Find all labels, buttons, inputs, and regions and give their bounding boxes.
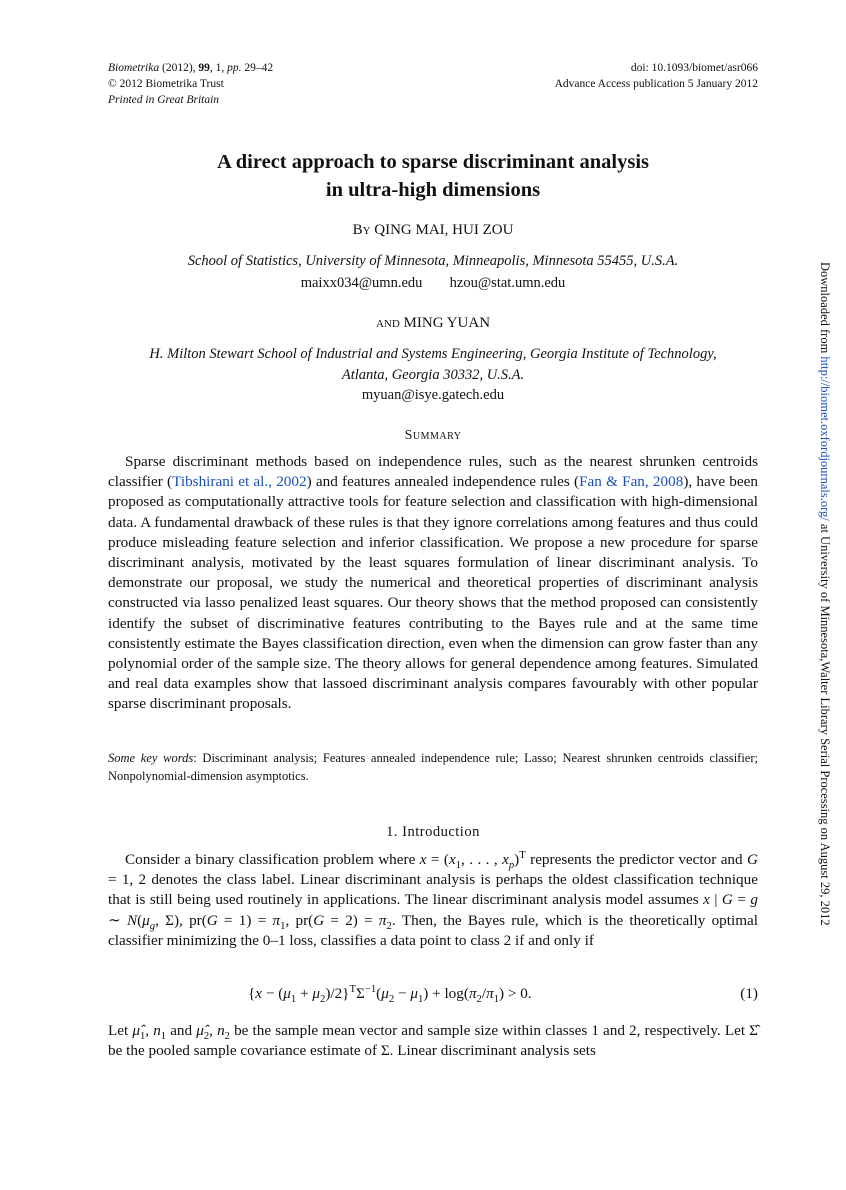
intro-text-2a: Let — [108, 1022, 133, 1039]
sidebar-url-link[interactable]: http://biomet.oxfordjournals.org/ — [818, 356, 832, 521]
citation-link-fan[interactable]: Fan & Fan, 2008 — [579, 473, 684, 491]
affiliation-2 — [108, 344, 758, 386]
names-1: QING MAI, HUI ZOU — [370, 222, 514, 238]
equation-1-body: $\{x - (\mu_1 + \mu_2)/2\}^T\Sigma^{-1}(\mu_2 - \mu_1) + \log(\pi_2/\pi_1) > 0$. — [248, 983, 532, 1006]
math-xp: x — [502, 851, 509, 868]
copyright-line: © 2012 Biometrika Trust — [108, 78, 224, 90]
affiliation-2-line-2: Atlanta, Georgia 30332, U.S.A. — [341, 367, 525, 383]
email-maixx[interactable]: maixx034@umn.edu — [300, 275, 423, 291]
intro-paragraph-1: Consider a binary classification problem where $x = (x_1$, . . . , $x_p)^T$ represents the predictor vector and G = 1, 2 denotes the class label. Linear discriminant analysis is perhaps the oldest classification technique that is still being used routinely in applications. The linear discriminant analysis model assumes x | G = g ∼ $N(\mu_g$, Σ), $pr(G = 1) = \pi_1$, $pr(G = 2) = \pi_2$. Then, the Bayes rule, which is the theoretically optimal classifier minimizing the 0–1 loss, classifies a data point to class 2 if and only if — [108, 849, 759, 949]
math-x1: x — [448, 851, 456, 868]
intro-text-1c: denotes the class label. Linear discriminant analysis is perhaps the oldest classification technique that is still being used routinely in applications. The linear discriminant analysis model assumes — [108, 871, 758, 909]
journal-name: Biometrika — [108, 62, 160, 74]
and-label: and — [375, 315, 400, 331]
names-2: MING YUAN — [399, 315, 491, 331]
summary-heading: Summary — [404, 428, 462, 443]
citation-line — [108, 60, 273, 76]
key-words — [108, 749, 758, 785]
math-model: x — [703, 891, 710, 909]
math-sigmahat: Σ̂ — [749, 1022, 759, 1039]
affiliation-1: School of Statistics, University of Minnesota, Minneapolis, Minnesota 55455, U.S.A. — [187, 253, 679, 269]
doi-line[interactable]: doi: 10.1093/biomet/asr066 — [630, 62, 758, 74]
equation-1-number: (1) — [740, 985, 758, 1002]
pp-label: pp. — [227, 62, 242, 74]
issue-text: , 1, — [209, 62, 228, 74]
paper-title — [108, 148, 758, 204]
year-text: (2012), — [159, 62, 199, 74]
math-muhat1: μ̂ — [132, 1022, 140, 1039]
affiliation-2-line-1: H. Milton Stewart School of Industrial and Systems Engineering, Georgia Institute of Technology, — [149, 346, 717, 362]
math-g: G — [747, 851, 759, 868]
printed-line: Printed in Great Britain — [108, 94, 220, 106]
sidebar-prefix: Downloaded from — [818, 262, 832, 357]
intro-text-2b: be the sample mean vector and sample size within classes 1 and 2, respectively. Let — [229, 1022, 750, 1039]
intro-text-1d: . Then, the Bayes rule, which is the theoretically optimal classifier minimizing the 0–1 loss, classifies a data point to class 2 if and only if — [108, 911, 758, 949]
citation-link-tibshirani[interactable]: Tibshirani et al., 2002 — [172, 473, 307, 491]
title-line-2: in ultra-high dimensions — [325, 179, 541, 201]
volume-number: 99 — [198, 62, 210, 74]
sidebar-suffix: at University of Minnesota,Walter Library Serial Processing on August 29, 2012 — [818, 520, 832, 926]
summary-text-3: ), have been proposed as computationally attractive tools for feature selection and classification with high-dimensional data. A fundamental drawback of these rules is that they ignore correlations among features and thus could produce misleading feature selection and inferior classification. We propose a new procedure for sparse discriminant analysis, motivated by the least squares formulation of linear discriminant analysis. To demonstrate our proposal, we study the numerical and theoretical properties of discriminant analysis constructed via lasso penalized least squares. Our theory shows that the method proposed can consistently identify the subset of discriminative features contributing to the Bayes rule and at the same time consistently estimate the Bayes classification direction, even when the dimension can grow faster than any polynomial order of the sample size. The theory allows for general dependence among features. Simulated and real data examples show that lassoed discriminant analysis compares favourably with other popular sparse discriminant proposals. — [108, 473, 758, 713]
pages-text: 29–42 — [241, 62, 274, 74]
equation-1 — [108, 985, 758, 1007]
key-words-label: Some key words — [108, 751, 194, 765]
section-heading-introduction: 1. Introduction — [386, 824, 480, 840]
intro-text-1a: Consider a binary classification problem where — [125, 851, 420, 868]
math-x-vector: x — [419, 851, 427, 868]
header-left — [108, 60, 273, 108]
intro-text-2c: be the pooled sample covariance estimate of Σ. Linear discriminant analysis sets — [108, 1042, 596, 1060]
intro-paragraph-2: Let $\mû_1$, $n_1$ and $\mû_2$, $n_2$ be the sample mean vector and sample size within classes 1 and 2, respectively. Let Σ̂ be the pooled sample covariance estimate of Σ. Linear discriminant analysis sets — [108, 1022, 759, 1060]
access-line: Advance Access publication 5 January 2012 — [554, 78, 758, 90]
summary-text-2: ) and features annealed independence rules ( — [306, 473, 580, 491]
email-hzou[interactable]: hzou@stat.umn.edu — [449, 275, 566, 291]
author-names-1 — [108, 222, 758, 239]
key-words-text: : Discriminant analysis; Features annealed independence rule; Lasso; Nearest shrunken centroids classifier; Nonpolynomial-dimension asymptotics. — [108, 751, 758, 783]
summary-text-1: Sparse discriminant methods based on independence rules, such as the nearest shrunken centroids classifier ( — [108, 453, 758, 491]
intro-text-1b: represents the predictor vector and — [525, 851, 748, 868]
emails-1 — [108, 275, 758, 292]
by-label: By — [352, 222, 371, 238]
author-names-2 — [108, 315, 758, 332]
summary-paragraph — [108, 452, 758, 715]
title-line-1: A direct approach to sparse discriminant analysis — [216, 151, 650, 173]
download-sidebar — [818, 262, 832, 926]
header-right — [555, 60, 758, 92]
email-myuan[interactable]: myuan@isye.gatech.edu — [361, 387, 505, 403]
